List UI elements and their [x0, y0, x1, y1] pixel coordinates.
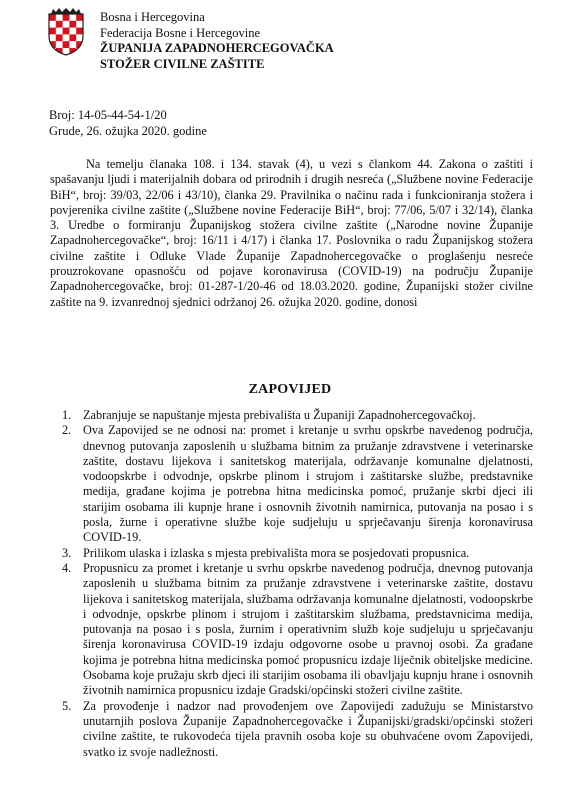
order-item — [50, 561, 533, 699]
order-list — [50, 408, 533, 760]
authority-name: STOŽER CIVILNE ZAŠTITE — [100, 56, 265, 71]
order-item-text: Zabranjuje se napuštanje mjesta prebivališta u Županiji Zapadnohercegovačkoj. — [83, 408, 476, 422]
order-item — [50, 423, 533, 545]
document-number: Broj: 14-05-44-54-1/20 — [49, 108, 167, 122]
document-header — [100, 10, 334, 72]
document-reference — [49, 108, 207, 139]
order-item-number: 5. — [62, 698, 72, 713]
place-and-date: Grude, 26. ožujka 2020. godine — [49, 123, 207, 138]
order-item — [50, 408, 533, 423]
order-item — [50, 699, 533, 760]
order-item-text: Za provođenje i nadzor nad provođenjem ove Zapovijedi zadužuju se Ministarstvo unutarnjih poslova Županije Zapadnohercegovačke i Županijski/gradski/općinski stožeri civilne zaštite, te rukovodeća tijela pravnih osoba koje su obuhvaćene ovom Zapovijedi, svatko iz svoje nadležnosti. — [83, 698, 533, 759]
order-item-text: Propusnicu za promet i kretanje u svrhu opskrbe navedenog područja, dnevnog putovanja zaposlenih u službama bitnim za pružanje zdravstvene i veterinarske zaštite, dostavu lijekova i sanitetskog materijala, službama održavanja komunalne djelatnosti, vodoopskrbe i odvodnje, opskrbe plinom i strujom i zaštitarskim službama, predstavnicima medija, putovanja na posao i s posla, žurnim i operativnim služb koje sudjeluju u sprječavanju širenja koronavirusa COVID-19 izdaju odgovorne osobe u pravnoj osobi. Za građane kojima je potrebna hitna medicinska pomoć propusnicu izdaje liječnik obiteljske medicine. Osobama koje pružaju skrb djeci ili starijim osobama ili obavljaju kupnju hrane i osnovnih životnih namirnica propusnicu izdaje Gradski/općinski stožeri civilne zaštite. — [83, 560, 533, 698]
order-item-number: 1. — [62, 408, 72, 422]
federation-name: Federacija Bosne i Hercegovine — [100, 25, 261, 40]
preamble-paragraph: Na temelju članaka 108. i 134. stavak (4), u vezi s člankom 44. Zakona o zaštiti i spašavanju ljudi i materijalnih dobara od prirodnih i drugih nesreća („Službene novine Federacije BiH“, broj: 39/03, 22/06 i 43/10), članka 29. Pravilnika o načinu rada i funkcioniranja stožera i povjerenika civilne zaštite („Službene novine Federacije BiH“, broj: 77/06, 5/07 i 32/14), članka 3. Uredbe o formiranju Županijskog stožera civilne zaštite („Narodne novine Županije Zapadnohercegovačke“, broj: 16/11 i 4/17) i članka 17. Poslovnika o radu Županijskog stožera civilne zaštite i Odluke Vlade Županije Zapadnohercegovačke o proglašenju nesreće prouzrokovane opasnošću od pojave koronavirusa (COVID-19) na području Županije Zapadnohercegovačke, broj: 01-287-1/20-46 od 18.03.2020. godine, Županijski stožer civilne zaštite na 9. izvanrednoj sjednici održanoj 26. ožujka 2020. godine, donosi — [50, 157, 533, 309]
order-item-text: Ova Zapovijed se ne odnosi na: promet i kretanje u svrhu opskrbe navedenog područja, dnevnog putovanja zaposlenih u službama bitnim za pružanje zdravstvene i veterinarske zaštite, dostavu lijekova i sanitetskog materijala, održavanje komunalne djelatnosti, vodoopskrbe i odvodnje, opskrbe plinom i strujom i zaštitarske službe, predstavnike medija, građane kojima je potrebna hitna medicinska pomoć, pružanje skrbi djeci ili starijim osobama ili kupnje hrane i osnovnih životnih namirnica, putovanja na posao i s posla, žurne i operativne službe koje sudjeluju u sprječavanju širenja koronavirusa COVID-19. — [83, 423, 533, 545]
document-title: ZAPOVIJED — [248, 382, 332, 397]
order-item-number: 4. — [62, 560, 72, 575]
order-item-number: 3. — [62, 545, 72, 560]
order-item-number: 2. — [62, 423, 72, 438]
county-name: ŽUPANIJA ZAPADNOHERCEGOVAČKA — [100, 41, 334, 55]
coat-of-arms-icon — [47, 8, 85, 56]
order-item-text: Prilikom ulaska i izlaska s mjesta prebivališta mora se posjedovati propusnica. — [83, 545, 470, 560]
order-item — [50, 546, 533, 561]
country-name: Bosna i Hercegovina — [100, 10, 205, 24]
